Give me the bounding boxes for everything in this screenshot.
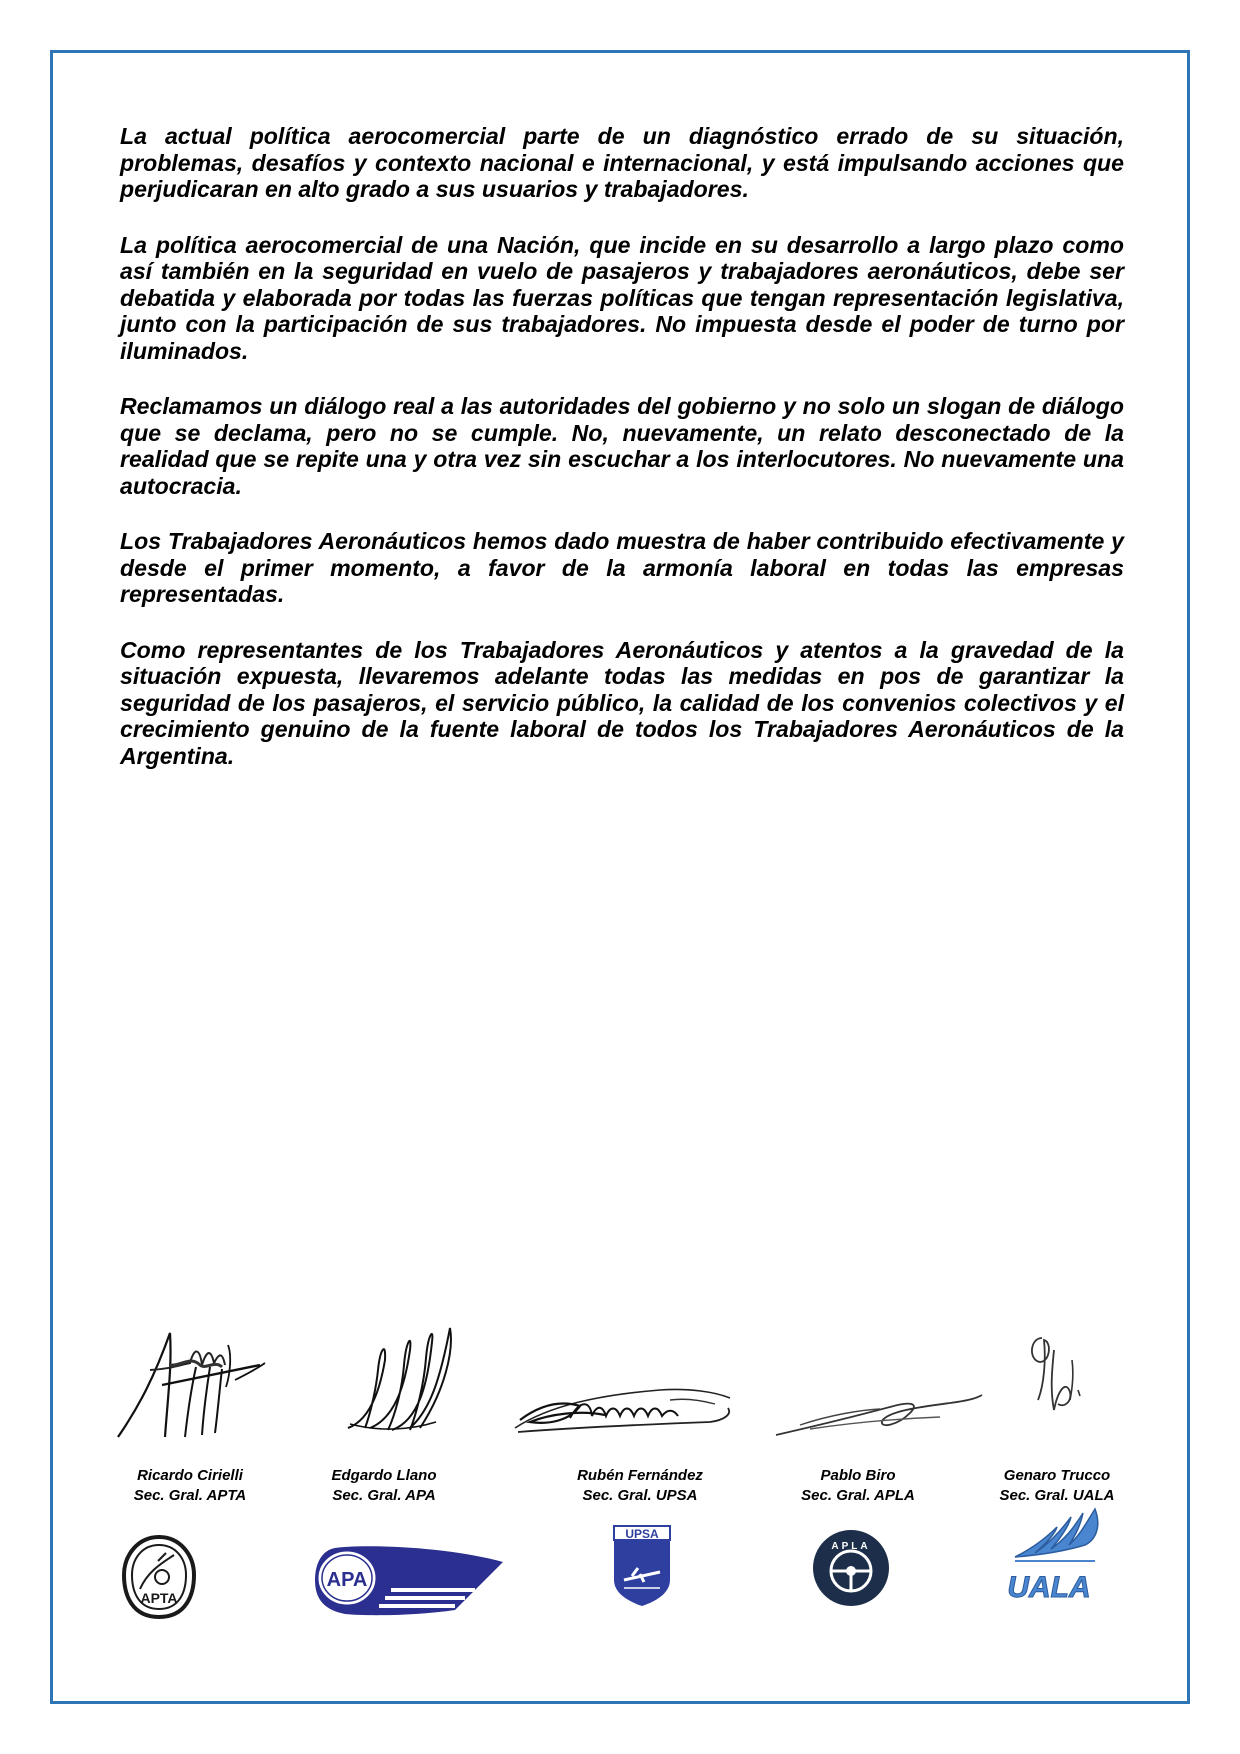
- signer-cirielli: [80, 1466, 300, 1506]
- paragraph-3: Reclamamos un diálogo real a las autoridades del gobierno y no solo un slogan de diálogo que se declama, pero no se cumple. No, nuevamente, un relato desconectado de la realidad que se repite una y otra vez sin escuchar a los interlocutores. No nuevamente una autocracia.: [120, 393, 1124, 499]
- signature-llano: [340, 1320, 470, 1440]
- signature-cirielli: [110, 1325, 270, 1445]
- signature-fernandez: [510, 1370, 740, 1445]
- apla-logo-text: APLA: [831, 1541, 871, 1552]
- signature-biro: [770, 1385, 990, 1440]
- signer-llano: [274, 1466, 494, 1506]
- apta-logo: [118, 1533, 200, 1621]
- signer-role: Sec. Gral. UALA: [999, 1487, 1115, 1504]
- signer-name: Edgardo Llano: [331, 1467, 437, 1484]
- letter-body: [120, 123, 1124, 798]
- apta-logo-text: APTA: [140, 1590, 178, 1606]
- paragraph-5: Como representantes de los Trabajadores Aeronáuticos y atentos a la gravedad de la situación expuesta, llevaremos adelante todas las medidas en pos de garantizar la seguridad de los pasajeros, el servicio público, la calidad de los convenios colectivos y el crecimiento genuino de la fuente laboral de todos los Trabajadores Aeronáuticos de la Argentina.: [120, 636, 1124, 769]
- upsa-logo: [610, 1522, 674, 1608]
- apa-logo-text: APA: [326, 1569, 368, 1591]
- signer-name: Ricardo Cirielli: [137, 1467, 243, 1484]
- signer-fernandez: [530, 1466, 750, 1506]
- apa-logo: [305, 1540, 505, 1618]
- signer-role: Sec. Gral. APTA: [133, 1487, 247, 1504]
- signer-role: Sec. Gral. APLA: [801, 1487, 915, 1504]
- signer-name: Genaro Trucco: [1003, 1467, 1111, 1484]
- uala-logo-text: UALA: [1007, 1571, 1091, 1604]
- signer-biro: [748, 1466, 968, 1506]
- paragraph-2: La política aerocomercial de una Nación, que incide en su desarrollo a largo plazo como así también en la seguridad en vuelo de pasajeros y trabajadores aeronáuticos, debe ser debatida y elaborada por todas las fuerzas políticas que tengan representación legislativa, junto con la participación de sus trabajadores. No impuesta desde el poder de turno por iluminados.: [120, 231, 1124, 364]
- signer-name: Rubén Fernández: [577, 1467, 703, 1484]
- upsa-logo-text: UPSA: [625, 1527, 659, 1541]
- signer-role: Sec. Gral. UPSA: [582, 1487, 698, 1504]
- uala-logo: [985, 1505, 1115, 1605]
- signer-trucco: [947, 1466, 1167, 1506]
- signer-role: Sec. Gral. APA: [332, 1487, 436, 1504]
- signature-trucco: [1020, 1330, 1090, 1425]
- apla-logo: [810, 1527, 892, 1609]
- signer-name: Pablo Biro: [820, 1467, 896, 1484]
- paragraph-4: Los Trabajadores Aeronáuticos hemos dado muestra de haber contribuido efectivamente y desde el primer momento, a favor de la armonía laboral en todas las empresas representadas.: [120, 528, 1124, 607]
- paragraph-1: La actual política aerocomercial parte de un diagnóstico errado de su situación, problemas, desafíos y contexto nacional e internacional, y está impulsando acciones que perjudicaran en alto grado a sus usuarios y trabajadores.: [120, 123, 1124, 202]
